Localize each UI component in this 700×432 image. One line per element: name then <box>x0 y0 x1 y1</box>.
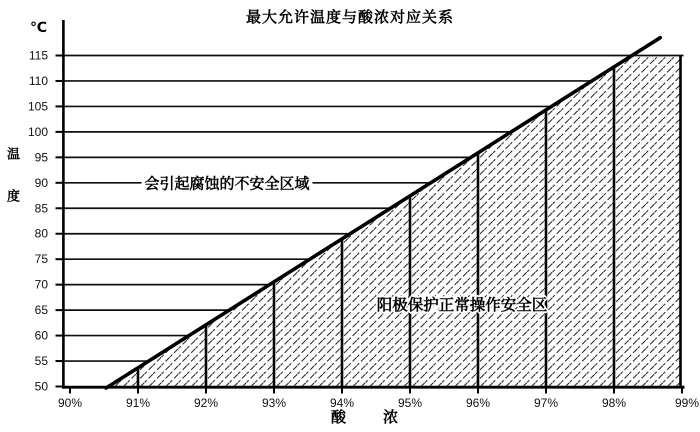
x-tick-label: 95% <box>397 396 423 410</box>
y-tick-label: 105 <box>27 99 48 114</box>
y-tick-label: 85 <box>34 201 48 216</box>
y-tick-label: 100 <box>27 124 48 139</box>
chart-title: 最大允许温度与酸浓对应关系 <box>245 9 454 26</box>
y-tick-label: 90 <box>34 175 48 190</box>
x-tick-label: 99% <box>674 396 700 410</box>
x-tick-label: 98% <box>601 396 627 410</box>
x-tick-label: 94% <box>329 396 355 410</box>
x-tick-label: 97% <box>533 396 559 410</box>
x-tick-label: 91% <box>125 396 151 410</box>
y-tick-label: 75 <box>34 252 48 267</box>
y-tick-label: 65 <box>34 303 48 318</box>
y-tick-label: 60 <box>34 328 48 343</box>
x-tick-label: 93% <box>261 396 287 410</box>
y-tick-label: 110 <box>28 73 48 88</box>
x-tick-label: 90% <box>57 396 83 410</box>
unsafe-zone-label: 会引起腐蚀的不安全区域 <box>141 173 312 194</box>
plot-generated-group <box>28 20 699 410</box>
x-tick-label: 96% <box>465 396 491 410</box>
y-tick-label: 70 <box>34 277 48 292</box>
y-tick-label: 50 <box>34 379 48 394</box>
y-tick-label: 55 <box>34 354 48 369</box>
safe-region-hatch <box>108 56 680 387</box>
safe-zone-label: 阳极保护正常操作安全区 <box>376 297 548 314</box>
y-tick-label: 95 <box>34 150 48 165</box>
y-axis-label: 温度 <box>5 147 20 231</box>
y-tick-label: 80 <box>34 226 48 241</box>
y-axis-unit-label: ℃ <box>30 19 47 35</box>
x-tick-label: 92% <box>193 396 219 410</box>
y-tick-label: 115 <box>28 48 48 63</box>
x-axis-label: 酸浓 <box>331 409 436 426</box>
